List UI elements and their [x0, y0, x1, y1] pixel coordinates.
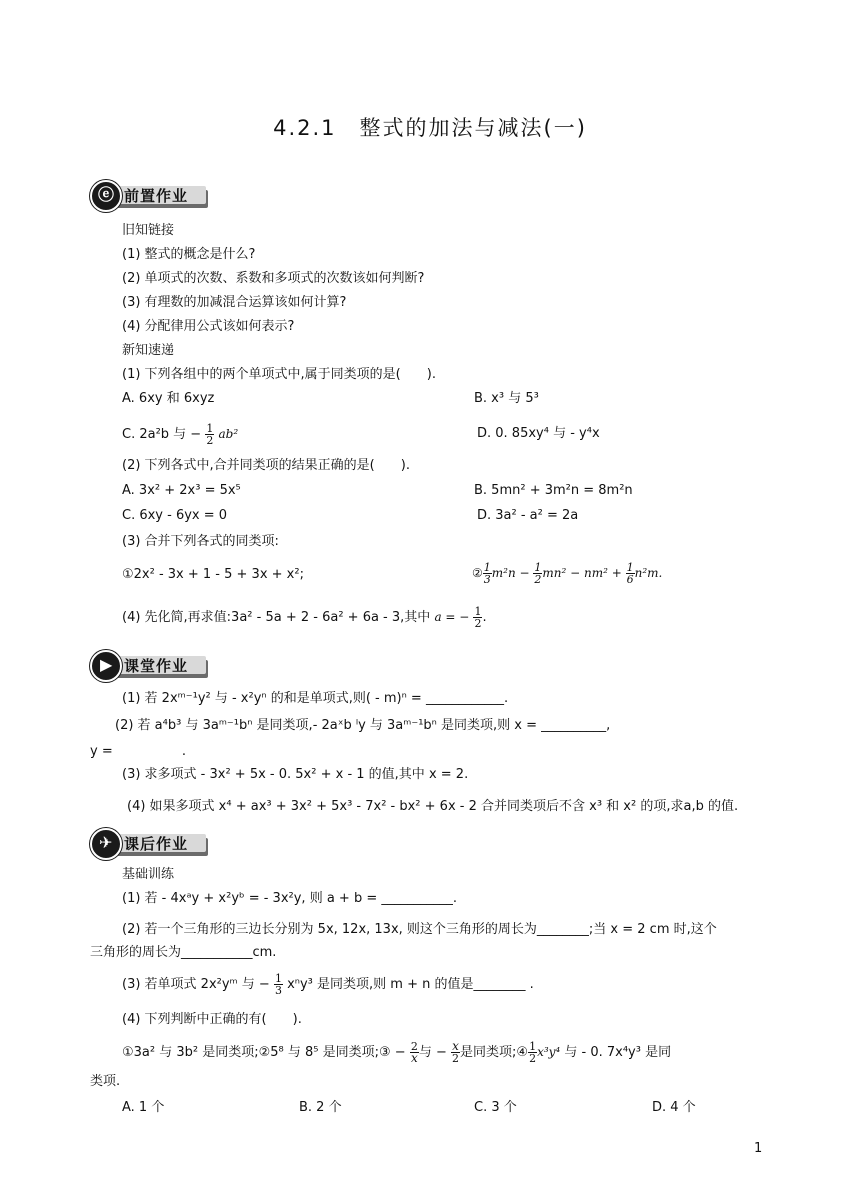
option-b: B. 2 个	[299, 1100, 342, 1115]
fraction	[205, 423, 214, 446]
classwork-question-2-cont: y = .	[90, 744, 186, 759]
question-4	[122, 602, 487, 633]
homework-question-4-statements	[122, 1036, 671, 1069]
option-c	[122, 420, 238, 449]
homework-question-3	[122, 970, 534, 1000]
badge-label: 前置作业	[124, 187, 189, 205]
pre-work-badge-icon: ⓔ	[90, 180, 122, 212]
option-text: C. 2a²b 与 −	[122, 427, 202, 442]
denominator: 6	[626, 573, 634, 586]
fraction	[483, 562, 492, 585]
classwork-question-2: (2) 若 a⁴b³ 与 3aᵐ⁻¹bⁿ 是同类项,- 2aˣb ˡy 与 3aᵐ⁻¹bⁿ 是同类项,则 x = __________,	[115, 718, 611, 733]
option-c: C. 6xy - 6yx = 0	[122, 508, 228, 523]
math-term: mn² − nm² +	[542, 566, 622, 580]
numerator: x	[452, 1039, 459, 1053]
expression-2	[472, 558, 662, 588]
denominator: 2	[529, 1052, 537, 1065]
question-stem: (3) 合并下列各式的同类项:	[122, 534, 279, 549]
denominator: 2	[206, 434, 214, 447]
numerator: 1	[534, 561, 542, 574]
question-stem: (2) 下列各式中,合并同类项的结果正确的是( ).	[122, 458, 410, 473]
math-term: n²m.	[634, 566, 663, 580]
denominator: 2	[452, 1052, 460, 1065]
numerator: 1	[206, 422, 214, 435]
fraction	[528, 1041, 537, 1064]
option-d: D. 0. 85xy⁴ 与 - y⁴x	[477, 426, 600, 441]
question-line: (1) 整式的概念是什么?	[122, 247, 256, 262]
fraction	[410, 1041, 419, 1064]
after-class-badge	[90, 828, 208, 856]
denominator: 3	[483, 573, 491, 586]
homework-question-2-cont: 三角形的周长为___________cm.	[90, 945, 277, 960]
question-line: (4) 分配律用公式该如何表示?	[122, 319, 295, 334]
statement-text: 是同类项;④	[460, 1045, 529, 1060]
option-a: A. 3x² + 2x³ = 5x⁵	[122, 483, 241, 498]
circled-number: ②	[472, 566, 483, 580]
question-stem: (1) 下列各组中的两个单项式中,属于同类项的是( ).	[122, 367, 436, 382]
classroom-play-icon: ▶	[90, 650, 122, 682]
badge-label: 课堂作业	[124, 657, 189, 675]
option-d: D. 3a² - a² = 2a	[477, 508, 579, 523]
homework-question-4-cont: 类项.	[90, 1074, 121, 1089]
classwork-question-1: (1) 若 2xᵐ⁻¹y² 与 - x²yⁿ 的和是单项式,则( - m)ⁿ = ____________.	[122, 691, 509, 706]
option-a: A. 1 个	[122, 1100, 165, 1115]
section-heading: 新知速递	[122, 343, 175, 358]
denominator: x	[410, 1051, 418, 1065]
section-heading: 旧知链接	[122, 223, 175, 238]
homework-question-1: (1) 若 - 4xᵃy + x²yᵇ = - 3x²y, 则 a + b = ___________.	[122, 891, 457, 906]
math-term: m²n −	[491, 566, 530, 580]
statement-text: ①3a² 与 3b² 是同类项;②5⁸ 与 8⁵ 是同类项;③ −	[122, 1045, 406, 1060]
classwork-question-3: (3) 求多项式 - 3x² + 5x - 0. 5x² + x - 1 的值,其中 x = 2.	[122, 767, 469, 782]
option-d: D. 4 个	[652, 1100, 696, 1115]
question-line: (2) 单项式的次数、系数和多项式的次数该如何判断?	[122, 271, 425, 286]
numerator: 1	[483, 561, 491, 574]
numerator: 1	[626, 561, 634, 574]
period: .	[482, 610, 487, 625]
fraction	[626, 562, 635, 585]
question-text: (4) 先化简,再求值:3a² - 5a + 2 - 6a² + 6a - 3,其中	[122, 610, 431, 625]
denominator: 2	[534, 573, 542, 586]
homework-question-2: (2) 若一个三角形的三边长分别为 5x, 12x, 13x, 则这个三角形的周长为________;当 x = 2 cm 时,这个	[122, 922, 717, 937]
option-b: B. x³ 与 5³	[474, 391, 539, 406]
denominator: 3	[274, 984, 282, 997]
pre-work-badge	[90, 180, 208, 208]
statement-text: 与 - 0. 7x⁴y³ 是同	[564, 1045, 672, 1060]
section-heading: 基础训练	[122, 867, 175, 882]
numerator: 1	[274, 972, 282, 985]
question-text: xⁿy³ 是同类项,则 m + n 的值是________ .	[287, 977, 534, 992]
numerator: 2	[410, 1040, 418, 1053]
classwork-question-4: (4) 如果多项式 x⁴ + ax³ + 3x² + 5x³ - 7x² - bx² + 6x - 2 合并同类项后不含 x³ 和 x² 的项,求a,b 的值.	[127, 799, 739, 814]
option-c: C. 3 个	[474, 1100, 517, 1115]
question-line: (3) 有理数的加减混合运算该如何计算?	[122, 295, 347, 310]
page-number: 1	[754, 1141, 763, 1156]
fraction	[451, 1041, 460, 1064]
math-term: a = −	[434, 610, 470, 624]
option-b: B. 5mn² + 3m²n = 8m²n	[474, 483, 633, 498]
fraction	[274, 973, 283, 996]
badge-label: 课后作业	[124, 835, 189, 853]
math-term: x³y⁴	[537, 1045, 561, 1059]
numerator: 1	[529, 1040, 537, 1053]
homework-question-4: (4) 下列判断中正确的有( ).	[122, 1012, 302, 1027]
question-text: (3) 若单项式 2x²yᵐ 与 −	[122, 977, 270, 992]
numerator: 1	[474, 605, 482, 618]
page-title: 4.2.1 整式的加法与减法(一)	[273, 116, 587, 140]
after-class-runner-icon: ✈	[90, 828, 122, 860]
option-a: A. 6xy 和 6xyz	[122, 391, 215, 406]
denominator: 2	[474, 617, 482, 630]
expression-1: ①2x² - 3x + 1 - 5 + 3x + x²;	[122, 567, 304, 582]
statement-text: 与 −	[418, 1045, 447, 1060]
classroom-badge	[90, 650, 208, 678]
math-term: ab²	[218, 427, 239, 441]
